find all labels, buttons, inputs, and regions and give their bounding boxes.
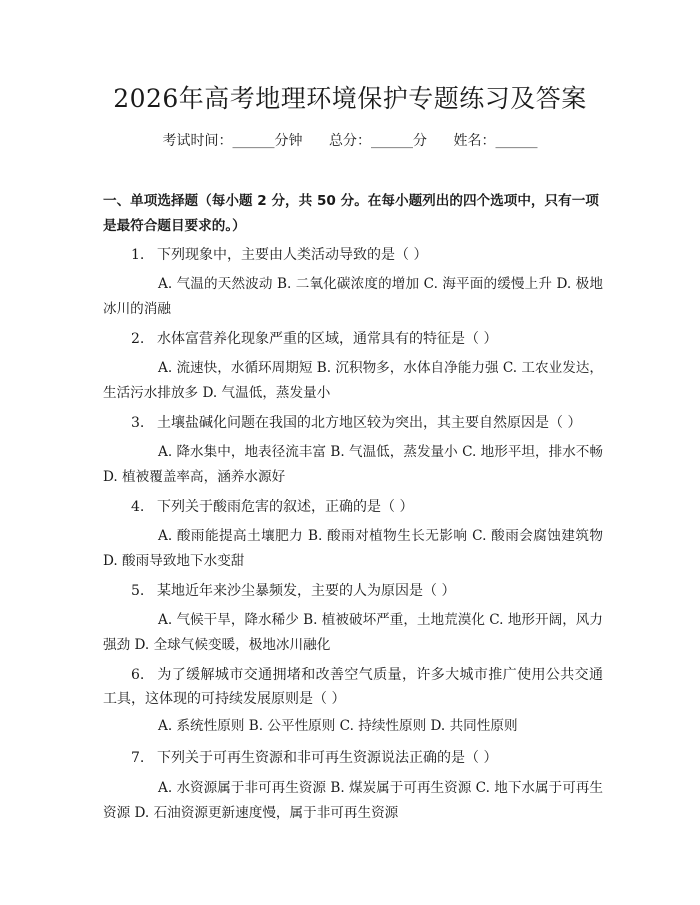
- total-score-field: 总分：______分: [329, 133, 427, 149]
- question-text: 下列关于可再生资源和非可再生资源说法正确的是（ ）: [157, 750, 498, 766]
- question-options: A. 系统性原则 B. 公平性原则 C. 持续性原则 D. 共同性原则: [158, 718, 518, 734]
- question-options: A. 气候干旱，降水稀少 B. 植被破坏严重，土地荒漠化 C. 地形开阔，风力强劲 D. 全球气候变暖，极地冰川融化: [103, 612, 603, 653]
- question-number: 5.: [131, 583, 145, 599]
- question-stem: [103, 663, 603, 711]
- question-number: 2.: [131, 331, 145, 347]
- question-options: A. 气温的天然波动 B. 二氧化碳浓度的增加 C. 海平面的缓慢上升 D. 极地冰川的消融: [103, 276, 603, 317]
- question-number: 4.: [131, 499, 145, 515]
- exam-info-line: [0, 131, 700, 151]
- question-text: 某地近年来沙尘暴频发，主要的人为原因是（ ）: [157, 583, 456, 599]
- question-text: 土壤盐碱化问题在我国的北方地区较为突出，其主要自然原因是（ ）: [157, 415, 582, 431]
- question-stem: [103, 411, 603, 435]
- question-text: 下列关于酸雨危害的叙述，正确的是（ ）: [157, 499, 414, 515]
- question-number: 1.: [131, 247, 145, 263]
- question-number: 7.: [131, 750, 145, 766]
- section-heading: 一、单项选择题（每小题 2 分，共 50 分。在每小题列出的四个选项中，只有一项是最符合题目要求的。）: [103, 193, 599, 234]
- question-stem: [103, 746, 603, 770]
- page-title: 2026年高考地理环境保护专题练习及答案: [113, 84, 587, 113]
- question-options: A. 流速快，水循环周期短 B. 沉积物多，水体自净能力强 C. 工农业发达，生活污水排放多 D. 气温低，蒸发量小: [103, 360, 603, 401]
- question-text: 为了缓解城市交通拥堵和改善空气质量，许多大城市推广使用公共交通工具，这体现的可持续发展原则是（ ）: [103, 667, 603, 707]
- question-number: 3.: [131, 415, 145, 431]
- question-stem: [103, 495, 603, 519]
- question-text: 水体富营养化现象严重的区域，通常具有的特征是（ ）: [157, 331, 498, 347]
- question-options: A. 酸雨能提高土壤肥力 B. 酸雨对植物生长无影响 C. 酸雨会腐蚀建筑物 D. 酸雨导致地下水变甜: [103, 528, 603, 569]
- question-stem: [103, 243, 603, 267]
- question-text: 下列现象中，主要由人类活动导致的是（ ）: [157, 247, 428, 263]
- question-number: 6.: [131, 667, 145, 683]
- student-name-field: 姓名：______: [453, 133, 538, 149]
- question-options: A. 降水集中，地表径流丰富 B. 气温低，蒸发量小 C. 地形平坦，排水不畅 D. 植被覆盖率高，涵养水源好: [103, 444, 603, 485]
- question-stem: [103, 579, 603, 603]
- question-stem: [103, 327, 603, 351]
- question-options: A. 水资源属于非可再生资源 B. 煤炭属于可再生资源 C. 地下水属于可再生资源 D. 石油资源更新速度慢，属于非可再生资源: [103, 780, 603, 821]
- exam-time-field: 考试时间：______分钟: [162, 133, 303, 149]
